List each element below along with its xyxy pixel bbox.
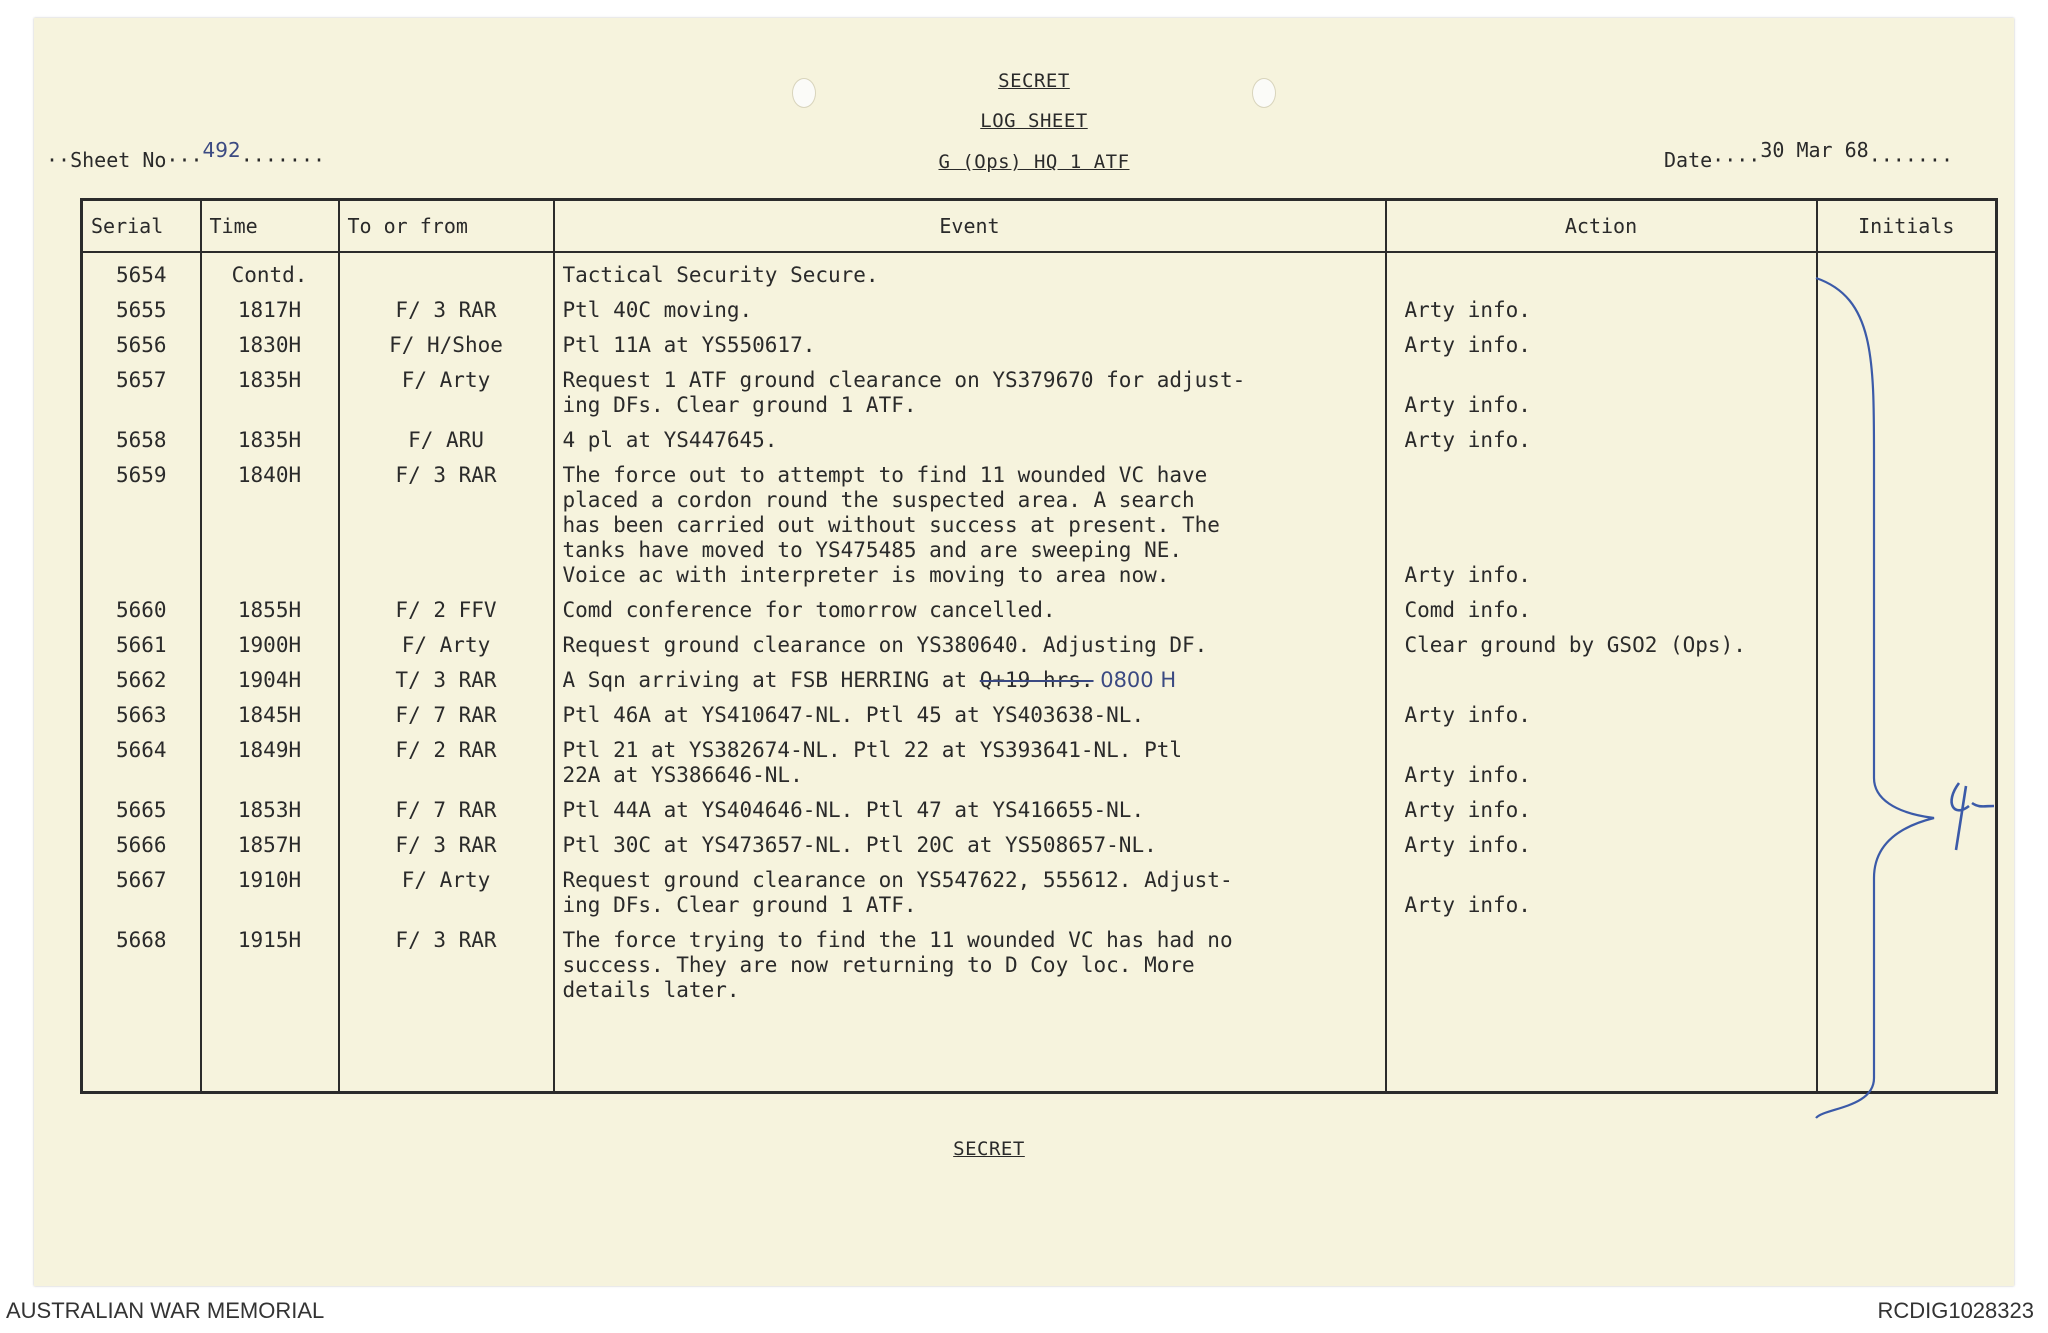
from-cell: F/ 3 RAR xyxy=(339,453,554,588)
serial-cell: 5655 xyxy=(82,288,201,323)
action-cell xyxy=(1386,252,1817,288)
time-cell: 1835H xyxy=(201,358,339,418)
serial-cell: 5658 xyxy=(82,418,201,453)
serial-cell: 5664 xyxy=(82,728,201,788)
log-row-5664 xyxy=(82,728,1997,788)
time-cell: 1910H xyxy=(201,858,339,918)
action-cell: Arty info. xyxy=(1386,323,1817,358)
log-row-5660 xyxy=(82,588,1997,623)
log-row-5667 xyxy=(82,858,1997,918)
from-cell: F/ 3 RAR xyxy=(339,918,554,1093)
from-cell: F/ Arty xyxy=(339,858,554,918)
time-cell: Contd. xyxy=(201,252,339,288)
handwritten-correction: 0800 H xyxy=(1093,668,1177,692)
from-cell: F/ H/Shoe xyxy=(339,323,554,358)
event-cell: The force out to attempt to find 11 wounded VC have placed a cordon round the suspected area. A search has been carried out without success at present. The tanks have moved to YS475485 and are sweeping NE. Voice ac with interpreter is moving to area now. xyxy=(554,453,1386,588)
from-cell: F/ ARU xyxy=(339,418,554,453)
header-event: Event xyxy=(554,200,1386,253)
log-row-5657 xyxy=(82,358,1997,418)
serial-cell: 5656 xyxy=(82,323,201,358)
event-cell xyxy=(554,658,1386,693)
serial-cell: 5660 xyxy=(82,588,201,623)
log-sheet-title: LOG SHEET xyxy=(980,110,1088,132)
action-cell: Arty info. xyxy=(1386,788,1817,823)
from-cell: F/ 7 RAR xyxy=(339,788,554,823)
serial-cell: 5654 xyxy=(82,252,201,288)
classification-top: SECRET xyxy=(998,70,1070,92)
event-cell: Request 1 ATF ground clearance on YS379670 for adjust- ing DFs. Clear ground 1 ATF. xyxy=(554,358,1386,418)
action-cell: Arty info. xyxy=(1386,288,1817,323)
event-text: A Sqn arriving at FSB HERRING at xyxy=(562,668,980,692)
log-row-5659 xyxy=(82,453,1997,588)
serial-cell: 5659 xyxy=(82,453,201,588)
time-cell: 1904H xyxy=(201,658,339,693)
serial-cell: 5666 xyxy=(82,823,201,858)
event-cell: Ptl 11A at YS550617. xyxy=(554,323,1386,358)
sheet-number: 492 xyxy=(202,138,241,162)
action-cell: Arty info. xyxy=(1386,358,1817,418)
action-cell: Arty info. xyxy=(1386,453,1817,588)
log-row-5658 xyxy=(82,418,1997,453)
action-cell: Clear ground by GSO2 (Ops). xyxy=(1386,623,1817,658)
time-cell: 1857H xyxy=(201,823,339,858)
event-cell: Ptl 46A at YS410647-NL. Ptl 45 at YS403638-NL. xyxy=(554,693,1386,728)
log-row-5663 xyxy=(82,693,1997,728)
sheet-label: Sheet No xyxy=(70,148,167,172)
time-cell: 1900H xyxy=(201,623,339,658)
unit-name: G (Ops) HQ 1 ATF xyxy=(938,151,1130,173)
from-cell: F/ 3 RAR xyxy=(339,823,554,858)
log-row-5655 xyxy=(82,288,1997,323)
log-row-5666 xyxy=(82,823,1997,858)
log-row-5665 xyxy=(82,788,1997,823)
time-cell: 1817H xyxy=(201,288,339,323)
table-header-row xyxy=(82,200,1997,253)
action-cell xyxy=(1386,918,1817,1093)
initials-bracket xyxy=(1794,258,2024,1128)
header-to-or-from: To or from xyxy=(339,200,554,253)
event-cell: 4 pl at YS447645. xyxy=(554,418,1386,453)
punch-hole-right xyxy=(1252,78,1276,108)
from-cell: F/ 2 RAR xyxy=(339,728,554,788)
event-cell: Request ground clearance on YS380640. Adjusting DF. xyxy=(554,623,1386,658)
event-cell: Ptl 44A at YS404646-NL. Ptl 47 at YS416655-NL. xyxy=(554,788,1386,823)
struck-text: Q+19 hrs. xyxy=(979,668,1094,692)
sheet-number-field: ··Sheet No···492······· xyxy=(46,138,326,172)
archive-credit: AUSTRALIAN WAR MEMORIAL xyxy=(6,1298,325,1323)
action-cell: Arty info. xyxy=(1386,823,1817,858)
action-cell xyxy=(1386,658,1817,693)
event-cell: Comd conference for tomorrow cancelled. xyxy=(554,588,1386,623)
action-cell: Comd info. xyxy=(1386,588,1817,623)
time-cell: 1835H xyxy=(201,418,339,453)
header-time: Time xyxy=(201,200,339,253)
from-cell: F/ 3 RAR xyxy=(339,288,554,323)
from-cell: T/ 3 RAR xyxy=(339,658,554,693)
archive-id: RCDIG1028323 xyxy=(1877,1298,2034,1323)
action-cell: Arty info. xyxy=(1386,728,1817,788)
serial-cell: 5662 xyxy=(82,658,201,693)
header-serial: Serial xyxy=(82,200,201,253)
date-value: 30 Mar 68 xyxy=(1760,138,1869,162)
log-row-5661 xyxy=(82,623,1997,658)
log-row-5654 xyxy=(82,252,1997,288)
action-cell: Arty info. xyxy=(1386,858,1817,918)
punch-hole-left xyxy=(792,78,816,108)
event-cell: Request ground clearance on YS547622, 555612. Adjust- ing DFs. Clear ground 1 ATF. xyxy=(554,858,1386,918)
log-table xyxy=(80,198,1998,1094)
serial-cell: 5663 xyxy=(82,693,201,728)
time-cell: 1840H xyxy=(201,453,339,588)
action-cell: Arty info. xyxy=(1386,693,1817,728)
date-label: Date xyxy=(1664,148,1713,172)
event-cell: Ptl 40C moving. xyxy=(554,288,1386,323)
from-cell: F/ 7 RAR xyxy=(339,693,554,728)
from-cell: F/ Arty xyxy=(339,623,554,658)
event-cell: Ptl 30C at YS473657-NL. Ptl 20C at YS508657-NL. xyxy=(554,823,1386,858)
time-cell: 1855H xyxy=(201,588,339,623)
from-cell: F/ 2 FFV xyxy=(339,588,554,623)
serial-cell: 5667 xyxy=(82,858,201,918)
event-cell: The force trying to find the 11 wounded VC has had no success. They are now returning to D Coy loc. More details later. xyxy=(554,918,1386,1093)
serial-cell: 5657 xyxy=(82,358,201,418)
date-field: Date····30 Mar 68······· xyxy=(1664,138,1954,172)
time-cell: 1830H xyxy=(201,323,339,358)
serial-cell: 5668 xyxy=(82,918,201,1093)
log-row-5656 xyxy=(82,323,1997,358)
document-page xyxy=(34,18,2014,1286)
log-row-5662 xyxy=(82,658,1997,693)
time-cell: 1849H xyxy=(201,728,339,788)
from-cell: F/ Arty xyxy=(339,358,554,418)
serial-cell: 5665 xyxy=(82,788,201,823)
header-action: Action xyxy=(1386,200,1817,253)
time-cell: 1853H xyxy=(201,788,339,823)
serial-cell: 5661 xyxy=(82,623,201,658)
action-cell: Arty info. xyxy=(1386,418,1817,453)
from-cell xyxy=(339,252,554,288)
classification-bottom: SECRET xyxy=(953,1138,1025,1160)
event-cell: Ptl 21 at YS382674-NL. Ptl 22 at YS393641-NL. Ptl 22A at YS386646-NL. xyxy=(554,728,1386,788)
time-cell: 1915H xyxy=(201,918,339,1093)
header-initials: Initials xyxy=(1817,200,1997,253)
log-row-5668 xyxy=(82,918,1997,1093)
event-cell: Tactical Security Secure. xyxy=(554,252,1386,288)
time-cell: 1845H xyxy=(201,693,339,728)
